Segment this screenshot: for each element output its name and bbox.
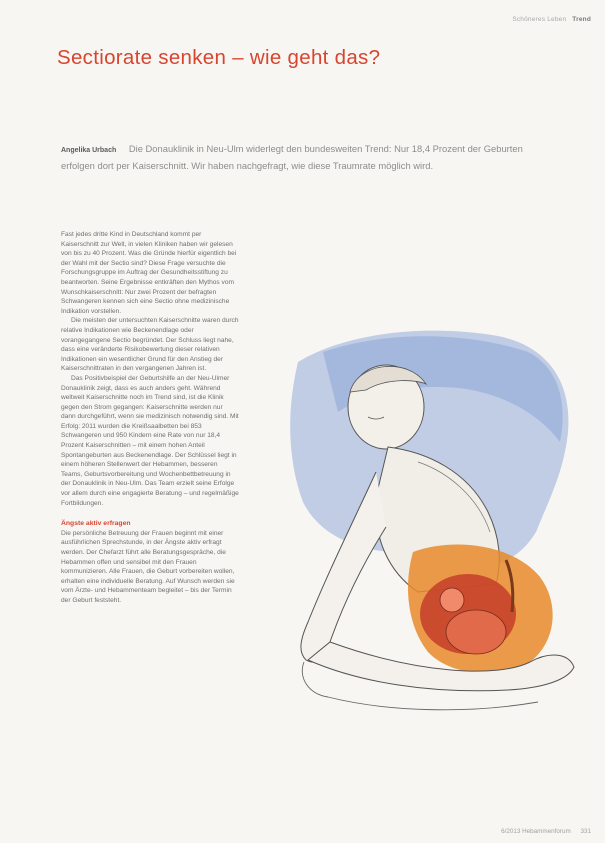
issue-label: 6/2013 Hebammenforum — [501, 828, 571, 835]
lead-text: Die Donauklinik in Neu-Ulm widerlegt den bundesweiten Trend: Nur 18,4 Prozent der Geburten erfolgen dort per Kaiserschnitt. Wir haben nachgefragt, wie diese Traumrate möglich wird. — [61, 143, 523, 171]
pregnant-woman-illustration-icon — [268, 322, 578, 717]
header-tag — [512, 16, 591, 23]
page-footer — [501, 828, 591, 835]
header-category: Schöneres Leben — [512, 16, 567, 23]
body-paragraph: Fast jedes dritte Kind in Deutschland kommt per Kaiserschnitt zur Welt, in vielen Kliniken haben wir gelesen von bis zu 40 Prozent. Was die Gründe hierfür eigentlich bei der Wahl mit der Sectio sind? Diese Frage versuchte die Forschungsgruppe im Auftrag der Gesundheitsstiftung zu beantworten. Seine Ergebnisse entkräften den Mythos vom Wunschkaiserschnitt: Nur zwei Prozent der befragten Schwangeren kennen sich eine Sectio ohne medizinische Indikation vorstellen. — [61, 231, 237, 315]
body-column — [61, 230, 239, 606]
page-number: 331 — [580, 828, 591, 835]
body-paragraph: Die meisten der untersuchten Kaiserschnitte waren durch relative Indikationen wie Beckenendlage oder vorangegangene Sectio begründet. Der Schluss liegt nahe, dass eine veränderte Risikobewertung dieser relativen Indikationen ein wesentlicher Grund für den Anstieg der Kaiserschnittraten in den vergangenen Jahren ist. — [61, 317, 239, 373]
author-name: Angelika Urbach — [61, 147, 117, 154]
lead-paragraph — [61, 142, 551, 173]
body-paragraph: Die persönliche Betreuung der Frauen beginnt mit einer ausführlichen Sprechstunde, in der Ängste aktiv erfragt werden. Der Chefarzt führt alle Beratungsgespräche, die Hebammen offen und sensibel mit den Frauen kommunizieren. Alle Frauen, die Geburt vorbereiten wollen, erhalten eine individuelle Beratung. Auf Wunsch werden sie vom Ärzte- und Hebammenteam begleitet – bis der Termin der Geburt feststeht. — [61, 529, 235, 604]
page-title: Sectiorate senken – wie geht das? — [57, 46, 381, 69]
section-subhead: Ängste aktiv erfragen — [61, 520, 131, 528]
body-paragraph: Das Positivbeispiel der Geburtshilfe an der Neu-Ulmer Donauklinik zeigt, dass es auch anders geht. Während weltweit Kaiserschnitte noch im Trend sind, ist die Klinik gegen den Strom gegangen: Kaiserschnitte werden nur dann durchgeführt, wenn sie medizinisch notwendig sind. Mit Erfolg: 2011 wurden die Kreißsaalbetten bei 853 Schwangeren und 950 Kindern eine Rate von nur 18,4 Prozent Kaiserschnitten – mit einem hohen Anteil Spontangeburten aus Beckenendlage. Der Schlüssel liegt in einem höheren Stellenwert der Hebammen, besseren Teams, Geburtsvorbereitung und Wochenbettbetreuung in der Donauklinik in Neu-Ulm. Das Team erzielt seine Erfolge vor allem durch eine engagierte Beratung – und regelmäßige Fortbildungen. — [61, 374, 239, 507]
header-section: Trend — [572, 16, 591, 23]
